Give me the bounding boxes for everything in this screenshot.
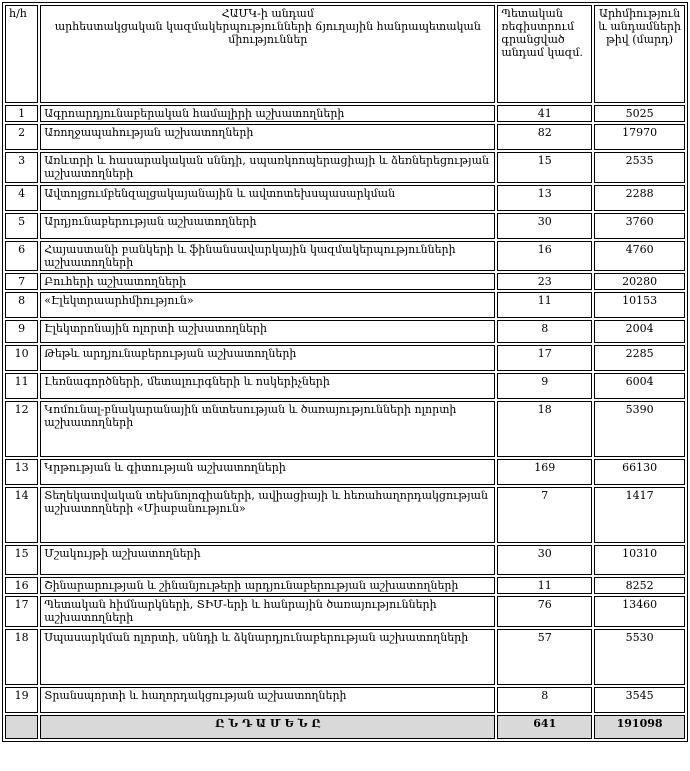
- row-members: 3760: [594, 213, 685, 239]
- row-union-name: Կրթության և գիտության աշխատողների: [40, 459, 495, 485]
- total-label: Ը Ն Դ Ա Մ Ե Ն Ը: [40, 715, 495, 739]
- table-row: [5, 241, 685, 271]
- table-row: [5, 320, 685, 343]
- table-row: [5, 124, 685, 150]
- header-number: h/h: [5, 5, 38, 103]
- table-row: [5, 213, 685, 239]
- row-registered: 30: [497, 213, 592, 239]
- table-row: [5, 487, 685, 543]
- table-row: [5, 629, 685, 685]
- row-registered: 11: [497, 292, 592, 318]
- row-registered: 23: [497, 273, 592, 290]
- row-union-name: Առողջապահության աշխատողների: [40, 124, 495, 150]
- table-row: [5, 292, 685, 318]
- row-registered: 15: [497, 152, 592, 183]
- row-union-name: Սպասարկման ոլորտի, սննդի և ձկնարդյունաբերության աշխատողների: [40, 629, 495, 685]
- row-union-name: Ագրոարդյունաբերական համալիրի աշխատողների: [40, 105, 495, 122]
- row-registered: 11: [497, 577, 592, 594]
- row-members: 4760: [594, 241, 685, 271]
- row-members: 13460: [594, 596, 685, 627]
- row-number: 5: [5, 213, 38, 239]
- table-row: [5, 152, 685, 183]
- row-registered: 41: [497, 105, 592, 122]
- row-union-name: Տեղեկատվական տեխնոլոգիաների, ավիացիայի և հեռահաղորդակցության աշխատողների «Միաբանություն»: [40, 487, 495, 543]
- header-members: Արհմիություն և անդամների թիվ (մարդ): [594, 5, 685, 103]
- row-registered: 57: [497, 629, 592, 685]
- table-row: [5, 185, 685, 211]
- row-number: 6: [5, 241, 38, 271]
- row-members: 5390: [594, 401, 685, 457]
- row-number: 10: [5, 345, 38, 371]
- row-union-name: Մշակույթի աշխատողների: [40, 545, 495, 575]
- row-union-name: Էլեկտրոնային ոլորտի աշխատողների: [40, 320, 495, 343]
- row-union-name: Առևտրի և հասարակական սննդի, սպառկոոպերացիայի և ձեռներեցության աշխատողների: [40, 152, 495, 183]
- row-union-name: Պետական հիմնարկների, ՏԻՄ-երի և հանրային ծառայությունների աշխատողների: [40, 596, 495, 627]
- table-row: [5, 577, 685, 594]
- header-row: [5, 5, 685, 103]
- row-union-name: Բուհերի աշխատողների: [40, 273, 495, 290]
- table-row: [5, 105, 685, 122]
- total-members: 191098: [594, 715, 685, 739]
- table-row: [5, 373, 685, 399]
- total-empty-cell: [5, 715, 38, 739]
- table-row: [5, 401, 685, 457]
- row-number: 11: [5, 373, 38, 399]
- row-union-name: Ավտոլցումբենզալցակայանային և ավտոտեխսպասարկման: [40, 185, 495, 211]
- table-row: [5, 345, 685, 371]
- row-members: 3545: [594, 687, 685, 713]
- header-registered: Պետական ռեգիստրում գրանցված անդամ կազմ.: [497, 5, 592, 103]
- row-members: 17970: [594, 124, 685, 150]
- row-number: 18: [5, 629, 38, 685]
- row-number: 14: [5, 487, 38, 543]
- row-members: 5530: [594, 629, 685, 685]
- header-union-name: ՀԱՄԿ-ի անդամ արհեստակցական կազմակերպությունների ճյուղային հանրապետական միություններ: [40, 5, 495, 103]
- row-members: 8252: [594, 577, 685, 594]
- row-registered: 13: [497, 185, 592, 211]
- row-union-name: «Էլեկտրաարհմիություն»: [40, 292, 495, 318]
- row-registered: 76: [497, 596, 592, 627]
- row-number: 9: [5, 320, 38, 343]
- row-number: 7: [5, 273, 38, 290]
- total-registered: 641: [497, 715, 592, 739]
- row-union-name: Հայաստանի բանկերի և ֆինանսավարկային կազմակերպությունների աշխատողների: [40, 241, 495, 271]
- row-members: 10310: [594, 545, 685, 575]
- row-members: 10153: [594, 292, 685, 318]
- row-number: 4: [5, 185, 38, 211]
- table-row: [5, 596, 685, 627]
- row-number: 8: [5, 292, 38, 318]
- row-union-name: Արդյունաբերության աշխատողների: [40, 213, 495, 239]
- row-registered: 17: [497, 345, 592, 371]
- row-number: 1: [5, 105, 38, 122]
- row-members: 6004: [594, 373, 685, 399]
- row-registered: 169: [497, 459, 592, 485]
- row-members: 2285: [594, 345, 685, 371]
- table-row: [5, 273, 685, 290]
- row-union-name: Լեռնագործների, մետալուրգների և ոսկերիչների: [40, 373, 495, 399]
- total-row: [5, 715, 685, 739]
- row-members: 2288: [594, 185, 685, 211]
- row-members: 5025: [594, 105, 685, 122]
- row-registered: 8: [497, 320, 592, 343]
- row-registered: 30: [497, 545, 592, 575]
- table-row: [5, 459, 685, 485]
- row-registered: 7: [497, 487, 592, 543]
- row-number: 17: [5, 596, 38, 627]
- row-number: 13: [5, 459, 38, 485]
- row-members: 20280: [594, 273, 685, 290]
- row-union-name: Թեթև արդյունաբերության աշխատողների: [40, 345, 495, 371]
- row-registered: 18: [497, 401, 592, 457]
- table-body: [5, 105, 685, 713]
- table-row: [5, 687, 685, 713]
- row-number: 16: [5, 577, 38, 594]
- row-members: 2535: [594, 152, 685, 183]
- row-registered: 9: [497, 373, 592, 399]
- row-number: 2: [5, 124, 38, 150]
- table-row: [5, 545, 685, 575]
- row-members: 66130: [594, 459, 685, 485]
- unions-table: [2, 2, 688, 742]
- row-members: 1417: [594, 487, 685, 543]
- row-registered: 16: [497, 241, 592, 271]
- row-number: 12: [5, 401, 38, 457]
- row-union-name: Կոմունալ-բնակարանային տնտեսության և ծառայությունների ոլորտի աշխատողների: [40, 401, 495, 457]
- row-number: 19: [5, 687, 38, 713]
- row-number: 15: [5, 545, 38, 575]
- row-members: 2004: [594, 320, 685, 343]
- row-union-name: Տրանսպորտի և հաղորդակցության աշխատողների: [40, 687, 495, 713]
- row-number: 3: [5, 152, 38, 183]
- row-union-name: Շինարարության և շինանյութերի արդյունաբերության աշխատողների: [40, 577, 495, 594]
- row-registered: 8: [497, 687, 592, 713]
- row-registered: 82: [497, 124, 592, 150]
